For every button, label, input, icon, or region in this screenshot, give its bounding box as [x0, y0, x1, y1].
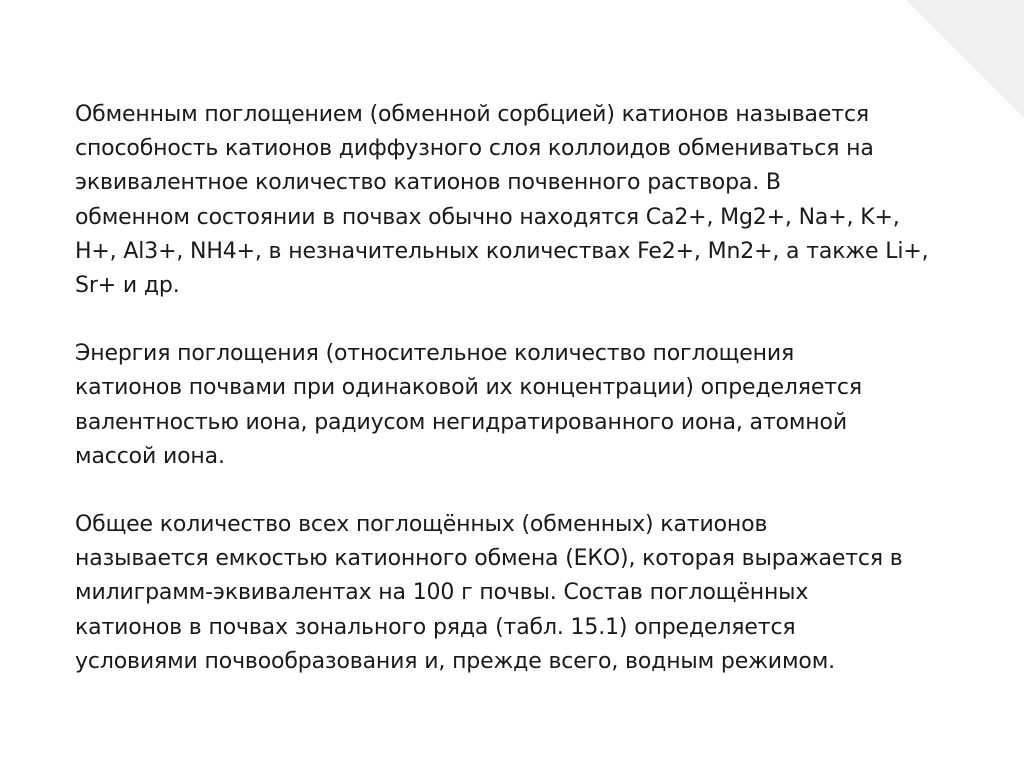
paragraph-spacer [75, 303, 960, 337]
paragraph-exchange-absorption: Обменным поглощением (обменной сорбцией) катионов называется способность катионов диффузного слоя коллоидов обмениваться на эквивалентное количество катионов почвенного раствора. В обменном состоянии в почвах обычно находятся Ca2+, Mg2+, Na+, K+, H+, Al3+, NH4+, в незначительных количествах Fe2+, Mn2+, а также Li+, Sr+ и др. [75, 102, 929, 299]
paragraph-absorption-energy: Энергия поглощения (относительное количество поглощения катионов почвами при одинаковой их концентрации) определяется валентностью иона, радиусом негидратированного иона, атомной массой иона. [75, 341, 862, 469]
paragraph-spacer [75, 474, 960, 508]
paragraph-cation-exchange-capacity: Общее количество всех поглощённых (обменных) катионов называется емкостью катионного обмена (ЕКО), которая выражается в милиграмм-эквивалентах на 100 г почвы. Состав поглощённых катионов в почвах зонального ряда (табл. 15.1) определяется условиями почвообразования и, прежде всего, водным режимом. [75, 512, 903, 674]
slide-text-body [75, 98, 960, 679]
